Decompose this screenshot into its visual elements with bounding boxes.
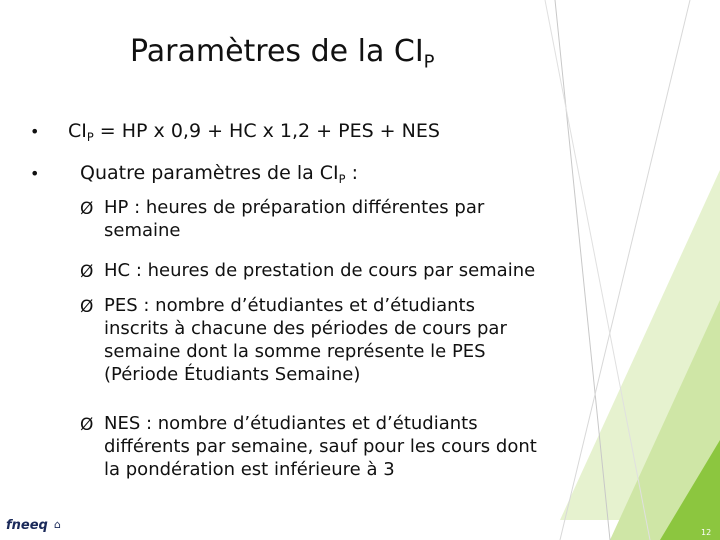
slide-title-text: Paramètres de la CI xyxy=(130,34,424,69)
sub-bullet-hp xyxy=(104,196,484,242)
bullet-text-part: : xyxy=(345,162,358,184)
sub-bullet-line: différents par semaine, sauf pour les cours dont xyxy=(104,436,537,457)
bullet-text-part: CI xyxy=(68,120,87,142)
slide-title-subscript: P xyxy=(423,51,435,73)
sub-bullet-pes xyxy=(104,294,507,386)
sub-bullet-line: PES : nombre d’étudiantes et d’étudiants xyxy=(104,295,475,316)
arrow-bullet-icon: Ø xyxy=(80,262,94,282)
slide-title xyxy=(130,34,435,72)
logo-building-icon: ⌂ xyxy=(54,518,61,531)
decorative-line-1 xyxy=(555,0,610,540)
bullet-text-part: Quatre paramètres de la CI xyxy=(80,162,339,184)
arrow-bullet-icon: Ø xyxy=(80,415,94,435)
sub-bullet-line: inscrits à chacune des périodes de cours par xyxy=(104,318,507,339)
sub-bullet-line: NES : nombre d’étudiantes et d’étudiants xyxy=(104,413,478,434)
sub-bullet-hc xyxy=(104,259,535,282)
sub-bullet-line: semaine dont la somme représente le PES xyxy=(104,341,486,362)
sub-bullet-line: (Période Étudiants Semaine) xyxy=(104,364,361,385)
bullet-marker: • xyxy=(30,164,40,183)
bullet-formula xyxy=(68,120,440,144)
sub-bullet-line: HC : heures de prestation de cours par semaine xyxy=(104,260,536,281)
arrow-bullet-icon: Ø xyxy=(80,297,94,317)
bullet-four-parameters xyxy=(80,162,358,186)
bullet-text-subscript: P xyxy=(86,129,94,144)
bullet-text-subscript: P xyxy=(338,171,346,186)
bullet-text-part: = HP x 0,9 + HC x 1,2 + PES + NES xyxy=(93,120,440,142)
sub-bullet-line: semaine xyxy=(104,220,181,241)
sub-bullet-line: HP : heures de préparation différentes par xyxy=(104,197,485,218)
fneeq-logo: fneeq xyxy=(6,518,48,533)
bullet-marker: • xyxy=(30,122,40,141)
arrow-bullet-icon: Ø xyxy=(80,199,94,219)
sub-bullet-nes xyxy=(104,412,537,481)
page-number: 12 xyxy=(701,528,712,537)
sub-bullet-line: la pondération est inférieure à 3 xyxy=(104,459,395,480)
